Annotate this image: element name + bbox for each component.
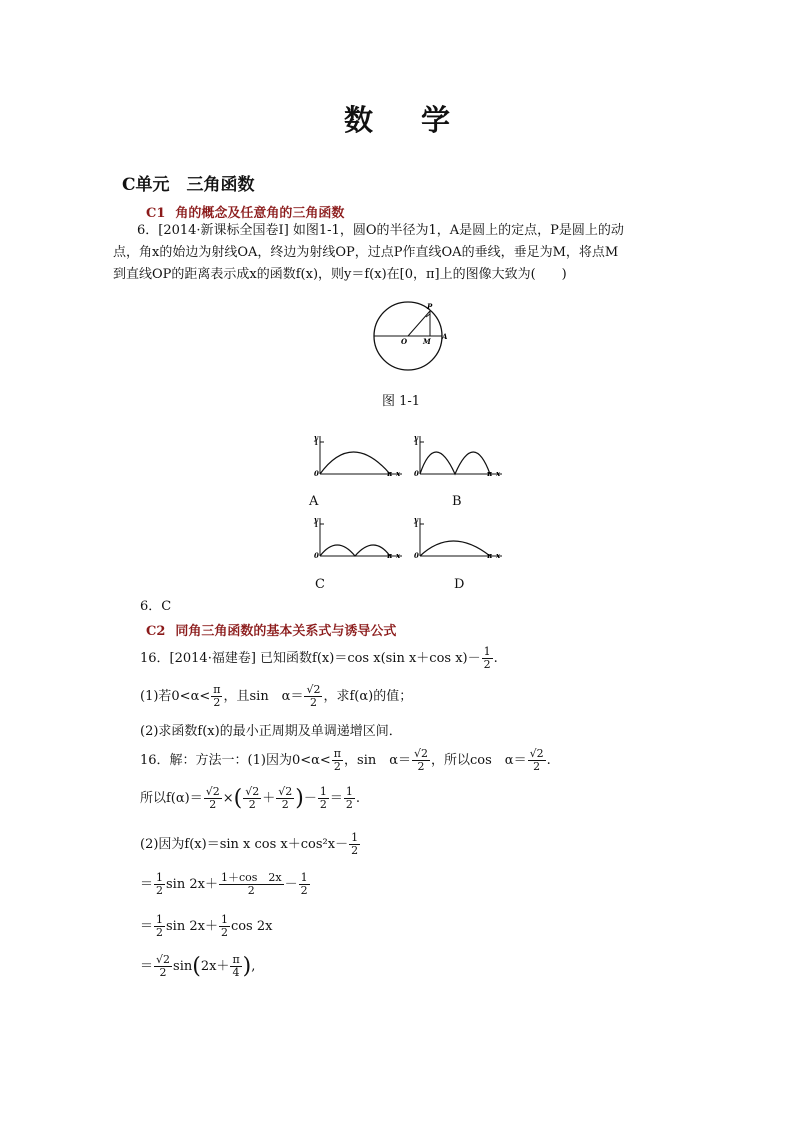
- section-c1-heading: C1 角的概念及任意角的三角函数: [146, 206, 345, 221]
- svg-text:1: 1: [314, 522, 319, 529]
- svg-text:x: x: [396, 551, 401, 560]
- svg-text:0: 0: [314, 469, 319, 478]
- svg-text:π: π: [487, 551, 493, 560]
- unit-heading: C单元 三角函数: [122, 175, 255, 195]
- svg-text:π: π: [487, 469, 493, 478]
- solution-16-line1: 16．解：方法一：(1)因为0<α< $\frac{\pi}{2}$ ，sin α＝ $\frac{√2}{2}$ ，所以cos α＝ $\frac{√2}{2}$ .: [140, 747, 551, 773]
- solution-16-line3: (2)因为f(x)＝sin x cos x＋cos²x－ $\frac{1}{2}$: [140, 831, 359, 857]
- answer-6: 6．C: [140, 599, 172, 614]
- svg-text:0: 0: [314, 551, 319, 560]
- problem-6-text: 6．[2014·新课标全国卷Ⅰ] 如图1-1，圆O的半径为1，A是圆上的定点，P是圆上的动 点，角x的始边为射线OA，终边为射线OP，过点P作直线OA的垂线，垂足为M，将点M 到直线OP的距离表示成x的函数f(x)，则y＝f(x)在[0，π]上的图像大致为( ): [113, 223, 624, 282]
- option-c-graph: [312, 514, 404, 564]
- option-b-graph: [412, 432, 504, 482]
- svg-text:y: y: [414, 433, 419, 442]
- svg-text:1: 1: [414, 440, 419, 447]
- option-c-label: C: [315, 577, 325, 592]
- option-b-label: B: [452, 494, 462, 509]
- problem-16-q2: (2)求函数f(x)的最小正周期及单调递增区间．: [140, 724, 402, 739]
- svg-text:x: x: [496, 551, 501, 560]
- label-m: M: [423, 337, 431, 346]
- svg-text:x: x: [496, 469, 501, 478]
- svg-text:y: y: [414, 515, 419, 524]
- svg-text:y: y: [314, 515, 319, 524]
- figure-1-1-circle: [370, 298, 450, 378]
- svg-text:1: 1: [314, 440, 319, 447]
- svg-text:0: 0: [414, 469, 419, 478]
- problem-16-stem: 16．[2014·福建卷] 已知函数f(x)＝cos x(sin x＋cos x)－ $\frac{1}{2}$ .: [140, 645, 498, 671]
- figure-caption: 图 1-1: [382, 394, 421, 409]
- svg-text:0: 0: [414, 551, 419, 560]
- option-a-label: A: [309, 494, 319, 509]
- svg-text:x: x: [396, 469, 401, 478]
- svg-text:y: y: [314, 433, 319, 442]
- label-p: P: [427, 302, 433, 311]
- section-c2-heading: C2 同角三角函数的基本关系式与诱导公式: [146, 624, 397, 639]
- solution-16-line2: 所以f(α)＝ $\frac{√2}{2}$ ×( $\frac{√2}{2}$ ＋ $\frac{√2}{2}$ )－ $\frac{1}{2}$ ＝ $\frac{1}{2}$ .: [140, 785, 361, 811]
- svg-text:1: 1: [414, 522, 419, 529]
- option-d-graph: [412, 514, 504, 564]
- option-d-label: D: [454, 577, 465, 592]
- svg-text:π: π: [387, 469, 393, 478]
- label-a: A: [442, 332, 448, 341]
- solution-16-line5: ＝ $\frac{1}{2}$ sin 2x＋ $\frac{1}{2}$ cos 2x: [140, 913, 273, 939]
- solution-16-line4: ＝ $\frac{1}{2}$ sin 2x＋ $\frac{1+\cos 2x}{2}$ － $\frac{1}{2}$: [140, 871, 308, 897]
- page-title: 数 学: [343, 103, 451, 137]
- problem-16-q1: (1)若0<α< $\frac{\pi}{2}$ ，且sin α＝ $\frac{√2}{2}$ ，求f(α)的值；: [140, 683, 413, 709]
- label-o: O: [401, 337, 408, 346]
- solution-16-line6: ＝ $\frac{√2}{2}$ sin(2x＋ $\frac{\pi}{4}$ ),: [140, 953, 256, 979]
- option-a-graph: [312, 432, 404, 482]
- svg-text:π: π: [387, 551, 393, 560]
